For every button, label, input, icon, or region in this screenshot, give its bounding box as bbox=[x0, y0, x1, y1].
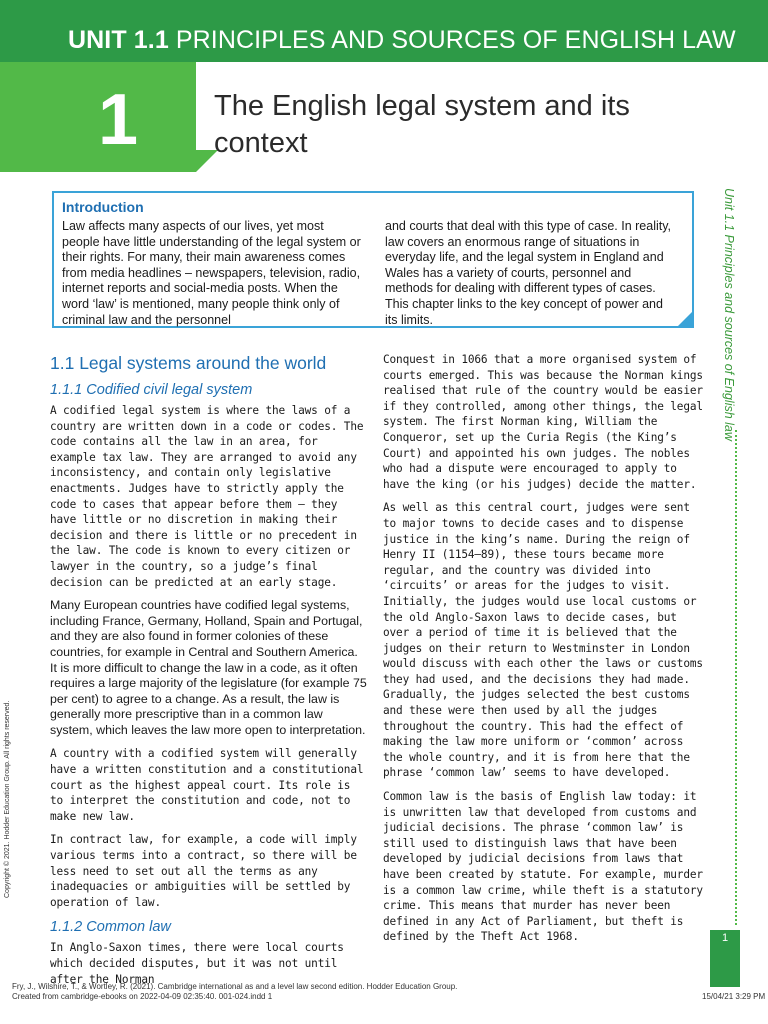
unit-title bbox=[68, 26, 736, 55]
footer-file-line: Created from cambridge-ebooks on 2022-04-09 02:35:40. 001-024.indd 1 bbox=[12, 992, 273, 1001]
introduction-box bbox=[52, 191, 694, 328]
paragraph: A country with a codified system will generally have a written constitution and a constitutional court as the highest appeal court. Its role is to interpret the constitution and code, not to make new law. bbox=[50, 747, 364, 823]
body-column-right bbox=[383, 352, 703, 953]
subsection-heading-1-1-1: 1.1.1 Codified civil legal system bbox=[50, 382, 253, 398]
footer-date: 15/04/21 3:29 PM bbox=[702, 992, 766, 1001]
page-number: 1 bbox=[721, 932, 729, 944]
paragraph: A codified legal system is where the laws of a country are written down in a code or codes. The code contains all the law in an area, for example tax law. They are arranged to avoid any inconsistency, and contain only legislative enactments. Judges have to strictly apply the code to cases that appear before them – they have little or no discretion in making their decision and there is little or no precedent in the law. The code is known to every citizen or lawyer in the country, so a judge’s final decision can be predicted at an early stage. bbox=[50, 404, 364, 589]
section-heading-1-1: 1.1 Legal systems around the world bbox=[50, 353, 327, 373]
paragraph: Many European countries have codified legal systems, including France, Germany, Holland, Spain and Portugal, and they are also found in former colonies of these countries, for example in Central and Southern America. It is more difficult to change the law in a code, as it often requires a large majority of the legislature (for example 75 per cent) to agree to a change. As a result, the law is generally more prescriptive than in a common law system, which leaves the law more open to interpretation. bbox=[50, 598, 367, 737]
side-dotted-rule bbox=[735, 430, 737, 925]
unit-banner bbox=[0, 0, 768, 62]
introduction-heading: Introduction bbox=[62, 199, 144, 215]
unit-number: UNIT 1.1 bbox=[68, 26, 169, 54]
unit-name: PRINCIPLES AND SOURCES OF ENGLISH LAW bbox=[168, 26, 736, 54]
paragraph: Common law is the basis of English law today: it is unwritten law that developed from customs and judicial decisions. The phrase ‘common law’ is still used to distinguish laws that have been developed by judicial decisions from laws that have been created by statute. For example, murder is a common law crime, while theft is a statutory crime. This means that murder has never been defined in any Act of Parliament, but theft is defined by the Theft Act 1968. bbox=[383, 790, 703, 944]
introduction-box-corner bbox=[676, 310, 694, 328]
copyright-notice bbox=[4, 698, 16, 898]
footer-citation: Fry, J., Wilshire, T., & Wortley, R. (2021). Cambridge international as and a level law second edition. Hodder Education Group. bbox=[12, 982, 458, 991]
paragraph: As well as this central court, judges were sent to major towns to decide cases and to dispense justice in the king’s name. During the reign of Henry II (1154–89), these tours became more regular, and the country was divided into ‘circuits’ or areas for the judges to visit. Initially, the judges would use local customs or the old Anglo-Saxon laws to decide cases, but over a period of time it is believed that the judges on their return to Westminster in London would discuss with each other the laws or customs they had used, and the decisions they had made. Gradually, the judges selected the best customs and these were then used by all the judges throughout the country. This had the effect of making the law more uniform or ‘common’ across the whole country, and it is from here that the phrase ‘common law’ seems to have developed. bbox=[383, 501, 703, 780]
page-number-tab bbox=[710, 930, 740, 987]
introduction-text-right: and courts that deal with this type of case. In reality, law covers an enormous range of situations in everyday life, and the legal system in England and Wales has a variety of courts, personnel and methods for dealing with different types of cases. This chapter links to the key concept of power and its limits. bbox=[385, 219, 672, 327]
paragraph: Conquest in 1066 that a more organised system of courts emerged. This was because the Norman kings realised that rule of the country would be easier if they controlled, among other things, the legal system. The first Norman king, William the Conqueror, set up the Curia Regis (the King’s Court) and appointed his own judges. The nobles who had a dispute were encouraged to apply to have the king (or his judges) decide the matter. bbox=[383, 353, 703, 491]
side-running-head-text: Unit 1.1 Principles and sources of English law bbox=[722, 188, 736, 441]
copyright-text: Copyright © 2021. Hodder Education Group. All rights reserved. bbox=[4, 700, 11, 898]
subsection-heading-1-1-2: 1.1.2 Common law bbox=[50, 919, 171, 936]
chapter-title: The English legal system and its context bbox=[214, 90, 630, 159]
chapter-number: 1 bbox=[98, 80, 139, 160]
introduction-text-left: Law affects many aspects of our lives, yet most people have little understanding of the legal system or their rights. For many, their main awareness comes from media headlines – newspapers, television, radio, internet reports and social-media posts. When the word ‘law’ is mentioned, many people think only of criminal law and the personnel bbox=[62, 219, 361, 327]
paragraph: In Anglo-Saxon times, there were local courts which decided disputes, but it was not until after the Norman bbox=[50, 941, 344, 986]
body-column-left bbox=[50, 352, 368, 995]
paragraph: In contract law, for example, a code will imply various terms into a contract, so there will be less need to set out all the terms as any inadequacies or ambiguities will be settled by operation of law. bbox=[50, 833, 357, 909]
